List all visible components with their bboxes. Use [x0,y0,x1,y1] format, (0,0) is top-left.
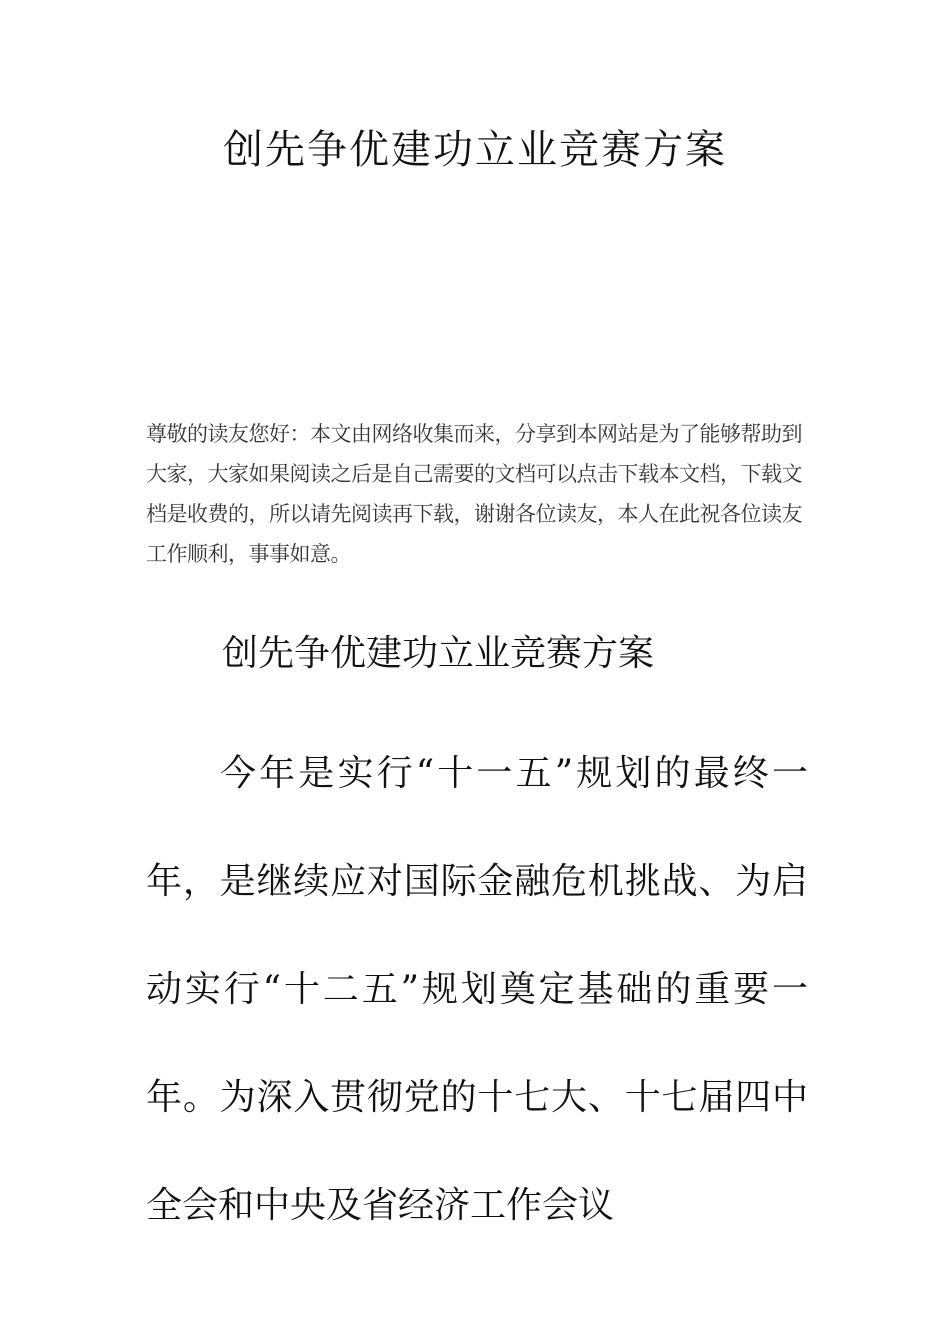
body-paragraph: 今年是实行“十一五”规划的最终一年，是继续应对国际金融危机挑战、为启动实行“十二五”规划奠定基础的重要一年。为深入贯彻党的十七大、十七届四中全会和中央及省经济工作会议 [146,753,808,1226]
reader-notice: 尊敬的读友您好：本文由网络收集而来，分享到本网站是为了能够帮助到大家，大家如果阅读之后是自己需要的文档可以点击下载本文档，下载文档是收费的，所以请先阅读再下载，谢谢各位读友，本人在此祝各位读友工作顺利，事事如意。 [146,422,802,566]
section-heading: 创先争优建功立业竞赛方案 [222,633,655,674]
document-title: 创先争优建功立业竞赛方案 [223,127,727,173]
